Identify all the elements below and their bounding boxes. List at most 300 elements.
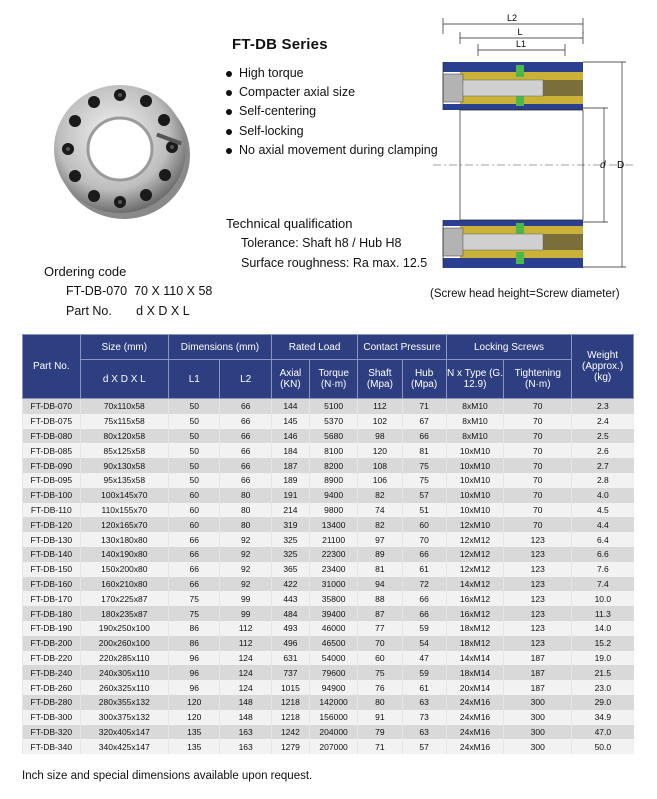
table-cell: 66 — [402, 606, 446, 621]
table-row — [23, 414, 634, 429]
table-cell: 24xM16 — [446, 710, 504, 725]
table-cell: 325 — [271, 532, 309, 547]
table-cell: 10xM10 — [446, 458, 504, 473]
table-cell: 60 — [402, 517, 446, 532]
table-cell: 75 — [169, 606, 220, 621]
th-part-no: Part No. — [23, 335, 81, 399]
table-cell: 187 — [504, 680, 572, 695]
table-cell: 60 — [169, 517, 220, 532]
table-cell: 66 — [169, 532, 220, 547]
table-cell: 18xM12 — [446, 636, 504, 651]
table-cell: 112 — [220, 636, 271, 651]
th-contact-pressure: Contact Pressure — [358, 335, 446, 360]
table-cell: 80 — [220, 517, 271, 532]
table-cell: 15.2 — [572, 636, 634, 651]
table-cell: 61 — [402, 562, 446, 577]
technical-title: Technical qualification — [226, 216, 353, 231]
table-cell: 123 — [504, 606, 572, 621]
table-cell: 8xM10 — [446, 399, 504, 414]
table-row — [23, 710, 634, 725]
table-cell: FT-DB-190 — [23, 621, 81, 636]
table-cell: 300x375x132 — [80, 710, 168, 725]
table-cell: 24xM16 — [446, 739, 504, 754]
table-cell: 123 — [504, 591, 572, 606]
feature-item: No axial movement during clamping — [226, 141, 438, 160]
table-cell: FT-DB-080 — [23, 429, 81, 444]
table-cell: 112 — [220, 621, 271, 636]
th-size: Size (mm) — [80, 335, 168, 360]
table-row — [23, 695, 634, 710]
table-cell: 75 — [402, 473, 446, 488]
table-cell: 14xM12 — [446, 577, 504, 592]
table-cell: 85x125x58 — [80, 443, 168, 458]
table-cell: 75 — [358, 665, 402, 680]
table-cell: 63 — [402, 725, 446, 740]
series-title: FT-DB Series — [232, 36, 328, 53]
table-cell: 1015 — [271, 680, 309, 695]
table-cell: 320x405x147 — [80, 725, 168, 740]
table-cell: 148 — [220, 695, 271, 710]
table-row — [23, 488, 634, 503]
table-cell: 443 — [271, 591, 309, 606]
table-cell: 8xM10 — [446, 429, 504, 444]
table-cell: 75x115x58 — [80, 414, 168, 429]
table-row — [23, 680, 634, 695]
table-cell: 79600 — [309, 665, 357, 680]
th-dimensions: Dimensions (mm) — [169, 335, 272, 360]
table-cell: 80 — [358, 695, 402, 710]
product-photo — [46, 75, 194, 223]
table-cell: 12xM12 — [446, 547, 504, 562]
table-cell: 150x200x80 — [80, 562, 168, 577]
table-row — [23, 739, 634, 754]
table-cell: 90x130x58 — [80, 458, 168, 473]
table-cell: 110x155x70 — [80, 503, 168, 518]
table-cell: FT-DB-130 — [23, 532, 81, 547]
table-cell: 200x260x100 — [80, 636, 168, 651]
table-cell: 190x250x100 — [80, 621, 168, 636]
table-cell: 60 — [169, 503, 220, 518]
table-cell: 280x355x132 — [80, 695, 168, 710]
table-row — [23, 651, 634, 666]
table-cell: 21100 — [309, 532, 357, 547]
table-cell: 88 — [358, 591, 402, 606]
table-cell: 99 — [220, 606, 271, 621]
roughness-text: Surface roughness: Ra max. 12.5 — [241, 256, 428, 270]
table-cell: 10.0 — [572, 591, 634, 606]
table-cell: 71 — [358, 739, 402, 754]
table-cell: 14.0 — [572, 621, 634, 636]
table-cell: 50 — [169, 443, 220, 458]
table-cell: 204000 — [309, 725, 357, 740]
table-cell: 124 — [220, 651, 271, 666]
table-cell: 240x305x110 — [80, 665, 168, 680]
spec-table-body — [23, 399, 634, 755]
table-cell: 70 — [504, 399, 572, 414]
table-cell: 300 — [504, 710, 572, 725]
table-cell: 319 — [271, 517, 309, 532]
table-cell: 51 — [402, 503, 446, 518]
table-row — [23, 443, 634, 458]
table-cell: 1218 — [271, 695, 309, 710]
table-cell: 70 — [504, 429, 572, 444]
table-cell: 189 — [271, 473, 309, 488]
th-hub: Hub (Mpa) — [402, 360, 446, 399]
table-row — [23, 399, 634, 414]
table-cell: 70 — [504, 443, 572, 458]
table-cell: 123 — [504, 636, 572, 651]
table-cell: 66 — [169, 577, 220, 592]
table-cell: 8100 — [309, 443, 357, 458]
table-cell: 146 — [271, 429, 309, 444]
table-cell: 70 — [504, 503, 572, 518]
table-cell: 124 — [220, 665, 271, 680]
th-tightening: Tightening (N·m) — [504, 360, 572, 399]
dim-label-l1: L1 — [515, 39, 527, 49]
table-cell: 66 — [169, 562, 220, 577]
table-cell: FT-DB-070 — [23, 399, 81, 414]
table-cell: 7.6 — [572, 562, 634, 577]
feature-item: High torque — [226, 64, 438, 83]
table-cell: 10xM10 — [446, 488, 504, 503]
table-cell: FT-DB-085 — [23, 443, 81, 458]
table-cell: 66 — [220, 429, 271, 444]
table-cell: 123 — [504, 547, 572, 562]
ordering-partno: Part No. d X D X L — [66, 304, 190, 318]
table-cell: 6.6 — [572, 547, 634, 562]
feature-list — [226, 64, 438, 160]
table-cell: 1242 — [271, 725, 309, 740]
table-cell: FT-DB-110 — [23, 503, 81, 518]
table-cell: 86 — [169, 621, 220, 636]
table-cell: 72 — [402, 577, 446, 592]
table-cell: 106 — [358, 473, 402, 488]
th-type: N x Type (G. 12.9) — [446, 360, 504, 399]
table-cell: FT-DB-260 — [23, 680, 81, 695]
table-cell: 123 — [504, 621, 572, 636]
table-row — [23, 517, 634, 532]
table-cell: 6.4 — [572, 532, 634, 547]
dim-label-d-small: d — [600, 160, 606, 171]
table-cell: 207000 — [309, 739, 357, 754]
table-cell: 61 — [402, 680, 446, 695]
table-cell: 140x190x80 — [80, 547, 168, 562]
th-torque: Torque (N·m) — [309, 360, 357, 399]
table-cell: FT-DB-120 — [23, 517, 81, 532]
table-cell: 12xM10 — [446, 517, 504, 532]
table-cell: 50 — [169, 414, 220, 429]
table-cell: 59 — [402, 621, 446, 636]
table-cell: 80 — [220, 488, 271, 503]
table-cell: 4.4 — [572, 517, 634, 532]
table-cell: 95x135x58 — [80, 473, 168, 488]
table-cell: 92 — [220, 532, 271, 547]
table-cell: 66 — [220, 458, 271, 473]
table-cell: 135 — [169, 725, 220, 740]
table-cell: 86 — [169, 636, 220, 651]
table-cell: 2.6 — [572, 443, 634, 458]
table-cell: FT-DB-240 — [23, 665, 81, 680]
table-cell: 163 — [220, 725, 271, 740]
table-row — [23, 532, 634, 547]
table-cell: 70 — [504, 414, 572, 429]
table-cell: 66 — [220, 414, 271, 429]
table-cell: 142000 — [309, 695, 357, 710]
table-cell: 87 — [358, 606, 402, 621]
table-cell: 50 — [169, 473, 220, 488]
table-row — [23, 503, 634, 518]
table-cell: 96 — [169, 665, 220, 680]
table-cell: 120 — [169, 695, 220, 710]
table-cell: 34.9 — [572, 710, 634, 725]
table-cell: 66 — [220, 473, 271, 488]
th-l1: L1 — [169, 360, 220, 399]
table-cell: 73 — [402, 710, 446, 725]
feature-item: Self-locking — [226, 122, 438, 141]
table-cell: 14xM14 — [446, 651, 504, 666]
table-cell: 81 — [358, 562, 402, 577]
table-cell: 187 — [504, 651, 572, 666]
th-shaft: Shaft (Mpa) — [358, 360, 402, 399]
table-cell: 9800 — [309, 503, 357, 518]
table-cell: 22300 — [309, 547, 357, 562]
table-cell: 108 — [358, 458, 402, 473]
table-cell: 21.5 — [572, 665, 634, 680]
table-cell: 92 — [220, 562, 271, 577]
table-cell: 97 — [358, 532, 402, 547]
table-cell: 80x120x58 — [80, 429, 168, 444]
table-cell: 123 — [504, 577, 572, 592]
table-cell: 66 — [220, 443, 271, 458]
table-cell: 10xM10 — [446, 443, 504, 458]
table-cell: 50 — [169, 399, 220, 414]
table-cell: 80 — [220, 503, 271, 518]
tolerance-text: Tolerance: Shaft h8 / Hub H8 — [241, 236, 402, 250]
table-cell: 24xM16 — [446, 695, 504, 710]
table-cell: 13400 — [309, 517, 357, 532]
table-cell: 57 — [402, 739, 446, 754]
table-cell: 54 — [402, 636, 446, 651]
table-cell: 39400 — [309, 606, 357, 621]
table-row — [23, 665, 634, 680]
table-cell: 130x180x80 — [80, 532, 168, 547]
table-row — [23, 606, 634, 621]
table-cell: 70 — [358, 636, 402, 651]
table-cell: 70x110x58 — [80, 399, 168, 414]
table-cell: 66 — [169, 547, 220, 562]
table-cell: 29.0 — [572, 695, 634, 710]
table-cell: 60 — [358, 651, 402, 666]
table-cell: 493 — [271, 621, 309, 636]
table-cell: 71 — [402, 399, 446, 414]
table-cell: FT-DB-095 — [23, 473, 81, 488]
table-cell: 365 — [271, 562, 309, 577]
table-cell: 144 — [271, 399, 309, 414]
table-cell: FT-DB-160 — [23, 577, 81, 592]
table-cell: 1218 — [271, 710, 309, 725]
table-row — [23, 429, 634, 444]
table-cell: 75 — [402, 458, 446, 473]
spec-table — [22, 334, 634, 754]
table-cell: 99 — [220, 591, 271, 606]
ordering-title: Ordering code — [44, 264, 127, 279]
dim-label-l2: L2 — [506, 13, 518, 23]
screw-note: (Screw head height=Screw diameter) — [430, 288, 620, 300]
table-cell: 2.3 — [572, 399, 634, 414]
table-cell: 340x425x147 — [80, 739, 168, 754]
table-cell: 737 — [271, 665, 309, 680]
table-cell: 10xM10 — [446, 473, 504, 488]
table-cell: 47.0 — [572, 725, 634, 740]
table-cell: 2.7 — [572, 458, 634, 473]
table-cell: 66 — [220, 399, 271, 414]
th-locking-screws: Locking Screws — [446, 335, 571, 360]
feature-item: Compacter axial size — [226, 83, 438, 102]
table-cell: 496 — [271, 636, 309, 651]
table-cell: 82 — [358, 488, 402, 503]
table-cell: FT-DB-300 — [23, 710, 81, 725]
table-cell: 91 — [358, 710, 402, 725]
table-cell: 20xM14 — [446, 680, 504, 695]
table-cell: 70 — [504, 458, 572, 473]
table-row — [23, 725, 634, 740]
table-cell: 50 — [169, 429, 220, 444]
table-cell: 170x225x87 — [80, 591, 168, 606]
table-cell: 220x285x110 — [80, 651, 168, 666]
dim-label-d-large: D — [617, 160, 625, 171]
footer-note: Inch size and special dimensions available upon request. — [22, 770, 313, 782]
table-cell: 47 — [402, 651, 446, 666]
th-axial: Axial (KN) — [271, 360, 309, 399]
table-cell: 23.0 — [572, 680, 634, 695]
table-cell: FT-DB-320 — [23, 725, 81, 740]
table-cell: 82 — [358, 517, 402, 532]
table-cell: FT-DB-075 — [23, 414, 81, 429]
table-cell: 77 — [358, 621, 402, 636]
table-cell: 79 — [358, 725, 402, 740]
table-cell: 50 — [169, 458, 220, 473]
table-row — [23, 547, 634, 562]
table-cell: 2.8 — [572, 473, 634, 488]
table-cell: 214 — [271, 503, 309, 518]
table-cell: 16xM12 — [446, 606, 504, 621]
table-cell: FT-DB-280 — [23, 695, 81, 710]
table-cell: 102 — [358, 414, 402, 429]
table-cell: 112 — [358, 399, 402, 414]
table-cell: 8xM10 — [446, 414, 504, 429]
table-cell: FT-DB-090 — [23, 458, 81, 473]
table-cell: 92 — [220, 547, 271, 562]
table-cell: 1279 — [271, 739, 309, 754]
table-cell: 35800 — [309, 591, 357, 606]
table-cell: 96 — [169, 651, 220, 666]
table-cell: 92 — [220, 577, 271, 592]
table-cell: 120 — [169, 710, 220, 725]
table-cell: 66 — [402, 591, 446, 606]
table-cell: 94 — [358, 577, 402, 592]
table-row — [23, 562, 634, 577]
table-cell: 70 — [402, 532, 446, 547]
table-cell: 5370 — [309, 414, 357, 429]
table-cell: 484 — [271, 606, 309, 621]
table-cell: 260x325x110 — [80, 680, 168, 695]
table-cell: 184 — [271, 443, 309, 458]
table-cell: 98 — [358, 429, 402, 444]
table-cell: 4.0 — [572, 488, 634, 503]
table-cell: 19.0 — [572, 651, 634, 666]
table-cell: 11.3 — [572, 606, 634, 621]
table-cell: 422 — [271, 577, 309, 592]
table-cell: FT-DB-200 — [23, 636, 81, 651]
th-weight: Weight (Approx.) (kg) — [572, 335, 634, 399]
table-cell: 120 — [358, 443, 402, 458]
table-cell: 180x235x87 — [80, 606, 168, 621]
table-cell: 75 — [169, 591, 220, 606]
table-row — [23, 577, 634, 592]
table-cell: 120x165x70 — [80, 517, 168, 532]
table-cell: 123 — [504, 562, 572, 577]
table-cell: 187 — [271, 458, 309, 473]
table-cell: 74 — [358, 503, 402, 518]
table-cell: 8200 — [309, 458, 357, 473]
table-cell: 67 — [402, 414, 446, 429]
table-cell: 5100 — [309, 399, 357, 414]
th-size-sub: d X D X L — [80, 360, 168, 399]
table-cell: 123 — [504, 532, 572, 547]
feature-item: Self-centering — [226, 102, 438, 121]
table-cell: 2.4 — [572, 414, 634, 429]
table-cell: 57 — [402, 488, 446, 503]
table-row — [23, 621, 634, 636]
table-cell: FT-DB-100 — [23, 488, 81, 503]
table-cell: 2.5 — [572, 429, 634, 444]
table-cell: 300 — [504, 739, 572, 754]
table-cell: 12xM12 — [446, 532, 504, 547]
table-cell: 100x145x70 — [80, 488, 168, 503]
table-cell: 89 — [358, 547, 402, 562]
table-cell: 31000 — [309, 577, 357, 592]
table-cell: 70 — [504, 517, 572, 532]
dim-label-l: L — [517, 27, 523, 37]
table-cell: 191 — [271, 488, 309, 503]
table-cell: 81 — [402, 443, 446, 458]
table-cell: 18xM12 — [446, 621, 504, 636]
table-cell: 12xM12 — [446, 562, 504, 577]
table-cell: FT-DB-220 — [23, 651, 81, 666]
table-cell: 46500 — [309, 636, 357, 651]
th-l2: L2 — [220, 360, 271, 399]
table-cell: FT-DB-140 — [23, 547, 81, 562]
table-cell: 76 — [358, 680, 402, 695]
table-cell: 4.5 — [572, 503, 634, 518]
table-cell: FT-DB-180 — [23, 606, 81, 621]
table-cell: 70 — [504, 473, 572, 488]
table-cell: 70 — [504, 488, 572, 503]
table-row — [23, 591, 634, 606]
table-cell: 187 — [504, 665, 572, 680]
table-cell: FT-DB-170 — [23, 591, 81, 606]
th-rated-load: Rated Load — [271, 335, 357, 360]
table-row — [23, 636, 634, 651]
table-cell: 96 — [169, 680, 220, 695]
table-cell: 10xM10 — [446, 503, 504, 518]
ordering-example: FT-DB-070 70 X 110 X 58 — [66, 284, 213, 298]
table-cell: 148 — [220, 710, 271, 725]
table-cell: 24xM16 — [446, 725, 504, 740]
table-cell: 18xM14 — [446, 665, 504, 680]
table-cell: FT-DB-340 — [23, 739, 81, 754]
technical-drawing — [428, 10, 643, 288]
